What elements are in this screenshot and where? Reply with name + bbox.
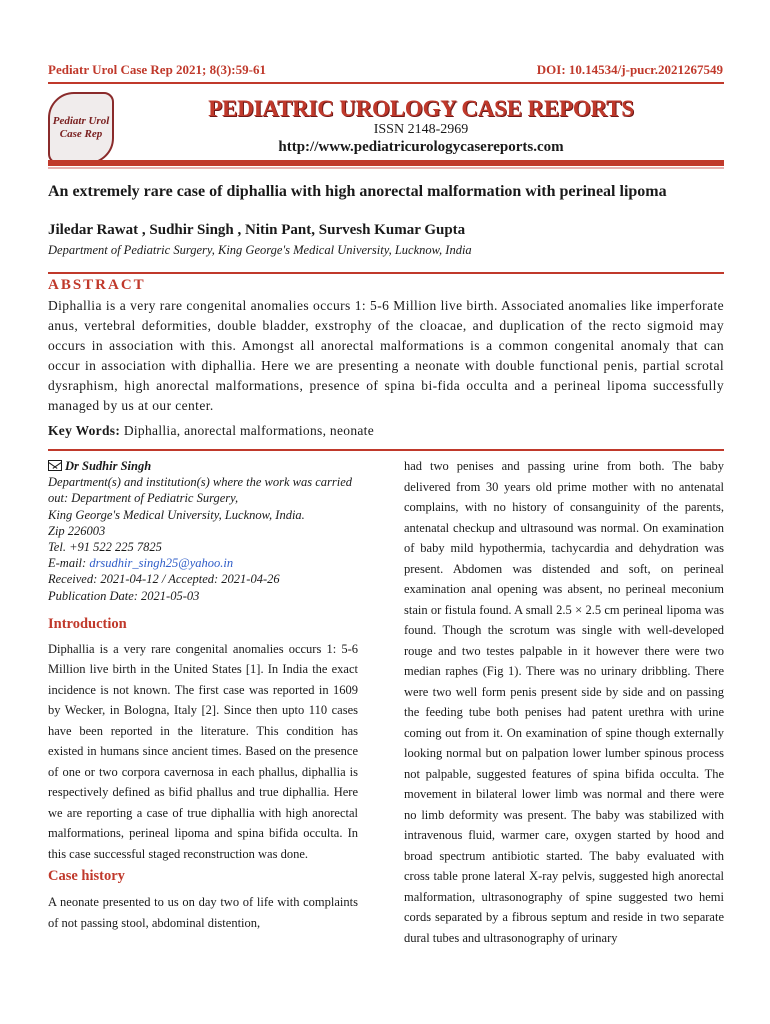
masthead-band-shadow: [48, 167, 724, 169]
correspondence-tel: Tel. +91 522 225 7825: [48, 540, 162, 555]
abstract-heading: ABSTRACT: [48, 277, 146, 293]
correspondence-zip: Zip 226003: [48, 523, 106, 538]
email-link[interactable]: drsudhir_singh25@yahoo.in: [89, 556, 234, 571]
journal-title: PEDIATRIC UROLOGY CASE REPORTS: [208, 96, 634, 121]
publication-date: Publication Date: 2021-05-03: [48, 588, 200, 603]
journal-citation: Pediatr Urol Case Rep 2021; 8(3):59-61: [48, 62, 266, 77]
email-label: E-mail:: [48, 556, 90, 571]
authors: Jiledar Rawat , Sudhir Singh , Nitin Pant, Survesh Kumar Gupta: [48, 222, 466, 238]
keywords-text: Diphallia, anorectal malformations, neonate: [123, 423, 375, 438]
article-title: An extremely rare case of diphallia with high anorectal malformation with perineal lipoma: [48, 183, 667, 200]
correspondence-block: [48, 458, 358, 604]
envelope-icon: [48, 460, 62, 471]
masthead-band: [48, 160, 724, 166]
affiliation: Department of Pediatric Surgery, King George's Medical University, Lucknow, India: [48, 243, 472, 257]
case-history-continued: had two penises and passing urine from both. The baby delivered from 30 years old prime mother with no antenatal complains, with no history of consanguinity of the parents, antenatal checkup and ultrasound was normal. On examination of baby mild hypothermia, tachycardia and dehydration was present. Abdomen was distended and soft, on perineal examination anal opening was absent, no perineal meconium stain or fistula found. A small 2.5 × 2.5 cm perineal lipoma was found. Though the scrotum was single with well-developed rouge and two testes palpable in it however there were two median raphes (Fig 1). There was no urinary dribbling. There were two well form penis present side by side and on passing the feeding tube both penises had patent urethra with urine coming out from it. On examination of spine though externally looking normal but on palpation lower lumber spinous process not palpable, suggested features of spina bifida occulta. The movement in bilateral lower limb was normal and there were no limb deformity was present. The baby was stabilized with intravenous fluid, warmer care, oxygen started by hood and broad spectrum antibiotic started. The baby evaluated with cross table prone lateral X-ray pelvis, suggested high anorectal malformation, ultrasonography of spine suggested two hemi cords separated by a fibrous septum and reside in two separate dural tubes and ultrasonography of urinary: [404, 459, 724, 945]
correspondence-dept: Department(s) and institution(s) where the work was carried out: Department of Pediatric Surgery,: [48, 475, 353, 506]
logo-text: Pediatr Urol Case Rep: [52, 115, 110, 140]
keywords: [48, 423, 724, 439]
doi[interactable]: DOI: 10.14534/j-pucr.2021267549: [536, 62, 723, 77]
header-divider: [48, 82, 724, 84]
introduction-heading: Introduction: [48, 615, 127, 632]
introduction-text: Diphallia is a very rare congenital anomalies occurs 1: 5-6 Million live birth in the United States [1]. In India the exact incidence is not known. The first case was reported in 1609 by Wecker, in Bologna, Italy [2]. Since then upto 110 cases have been reported in the literature. This condition has existed in humans since ancient times. Based on the presence of one or two corpora cavernosa in each phallus, diphallia is respectively defined as bifid phallus and true diphallia. Here we are reporting a case of true diphallia with high anorectal malformations, perineal lipoma and spina bifida occulta. In this case successful staged reconstruction was done.: [48, 641, 358, 861]
issn: ISSN 2148-2969: [373, 122, 469, 137]
abstract-top-rule: [48, 272, 724, 274]
abstract-text: Diphallia is a very rare congenital anomalies occurs 1: 5-6 Million live birth. Associated anomalies like imperforate anus, vertebral deformities, double bladder, exstrophy of the cloacae, and duplication of the recto sigmoid may occurs in association with this. Amongst all anorectal malformations is a common congenital anomaly that can occur in association with diphallia. Here we are presenting a neonate with double functional penis, partial scrotal dysraphism, high anorectal malformations, presence of spina bi-fida occulta and a perineal lipoma successfully managed by us at our center.: [48, 298, 724, 413]
right-column: [404, 456, 724, 948]
case-history-heading: Case history: [48, 868, 125, 885]
left-column: [48, 458, 358, 933]
case-history-text: A neonate presented to us on day two of life with complaints of not passing stool, abdominal distention,: [48, 895, 358, 930]
received-accepted-dates: Received: 2021-04-12 / Accepted: 2021-04-26: [48, 572, 280, 587]
abstract-bottom-rule: [48, 449, 724, 451]
keywords-label: Key Words:: [48, 423, 121, 438]
journal-logo: [48, 92, 114, 164]
journal-url[interactable]: http://www.pediatricurologycasereports.com: [278, 139, 564, 155]
correspondence-institution: King George's Medical University, Lucknow, India.: [48, 507, 305, 522]
corresponding-author: Dr Sudhir Singh: [65, 459, 152, 473]
